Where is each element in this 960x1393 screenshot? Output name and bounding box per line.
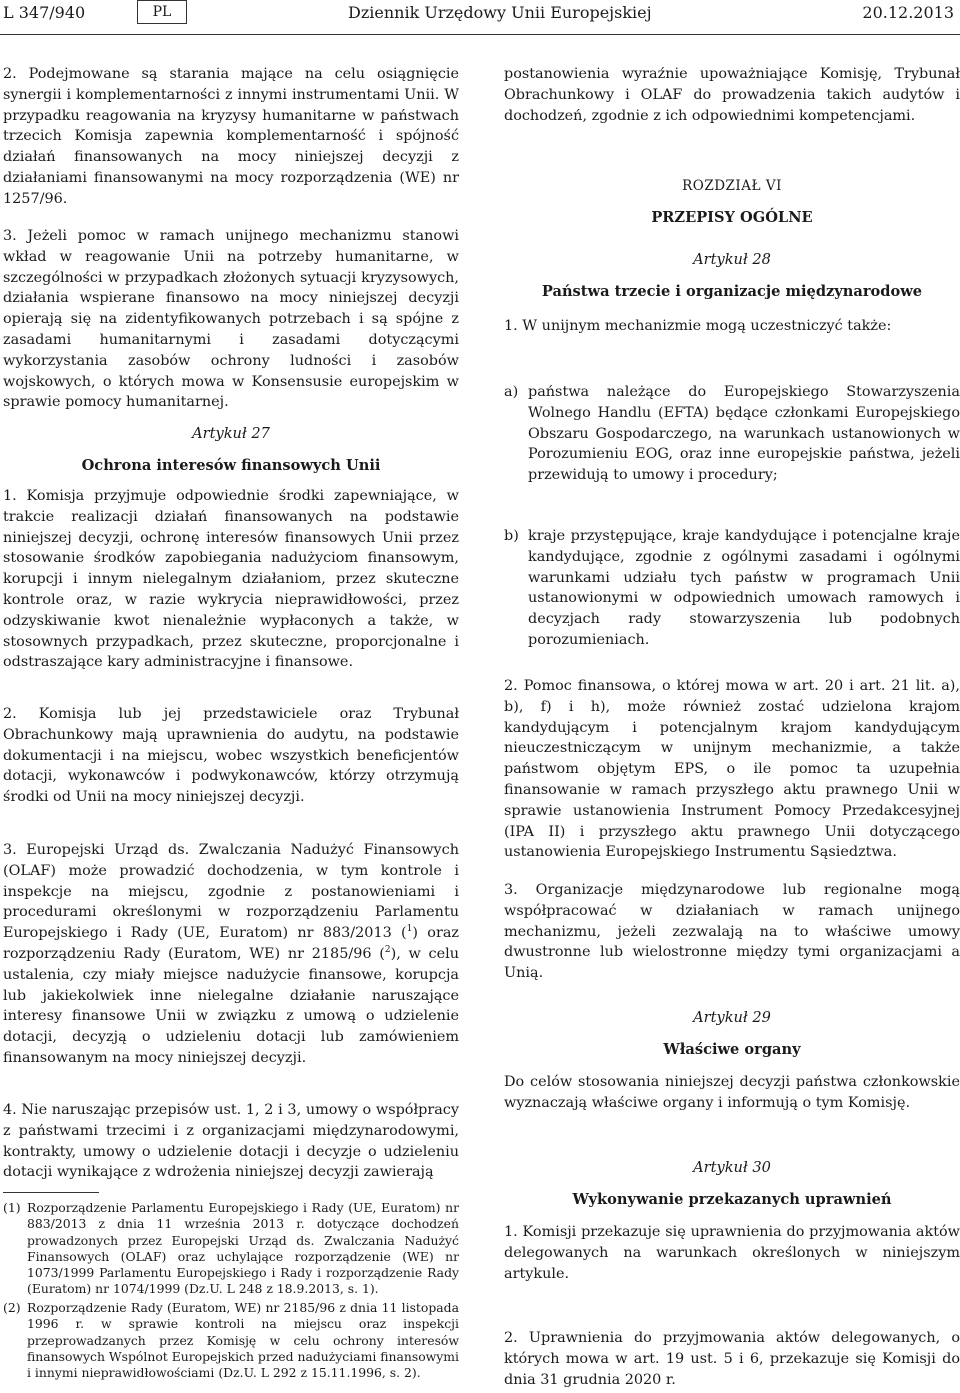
- list-item-a: [504, 382, 960, 486]
- footnote-1: [3, 1200, 459, 1298]
- paragraph-28-3: 3. Organizacje międzynarodowe lub regionalne mogą współpracować w działaniach w ramach unijnego mechanizmu, jeżeli zezwalają na to właściwe umowy dwustronne lub wielostronne między tymi organizacjami a Unią.: [504, 882, 960, 982]
- article-29-title: Właściwe organy: [663, 1041, 801, 1058]
- paragraph-30-2: 2. Uprawnienia do przyjmowania aktów delegowanych, o których mowa w art. 19 ust. 5 i 6, przekazuje się Komisji do dnia 31 grudnia 2020 r.: [504, 1330, 960, 1388]
- footnote-1-text: Rozporządzenie Parlamentu Europejskiego i Rady (UE, Euratom) nr 883/2013 z dnia 11 września 2013 r. dotyczące dochodzeń prowadzonych przez Europejski Urząd ds. Zwalczania Nadużyć Finansowych (OLAF) oraz uchylające rozporządzenie (WE) nr 1073/1999 Parlamentu Europejskiego i Rady i rozporządzenie Rady (Euratom) nr 1074/1999 (Dz.U. L 248 z 18.9.2013, s. 1).: [27, 1200, 459, 1297]
- paragraph-27-4-continued: postanowienia wyraźnie upoważniające Komisję, Trybunał Obrachunkowy i OLAF do prowadzenia takich audytów i dochodzeń, zgodnie z ich odpowiednimi kompetencjami.: [504, 66, 960, 124]
- article-28-label: Artykuł 28: [693, 251, 771, 268]
- list-item-b: [504, 526, 960, 651]
- issue-date: 20.12.2013: [862, 3, 954, 22]
- footnote-2: [3, 1300, 459, 1381]
- paragraph-26-2: 2. Podejmowane są starania mające na celu osiągnięcie synergii i komplementarności z innymi instrumentami Unii. W przypadku reagowania na kryzysy humanitarne w państwach trzecich Komisja zapewnia komplementarność i spójność działań finansowanych na mocy niniejszej decyzji z działaniami finansowanymi na mocy rozporządzenia (WE) nr 1257/96.: [3, 66, 459, 207]
- language-badge: PL: [137, 0, 187, 24]
- list-marker-b: b): [504, 528, 519, 544]
- footnote-1-mark: (1): [3, 1200, 21, 1215]
- article-28-title: Państwa trzecie i organizacje międzynarodowe: [541, 283, 923, 300]
- chapter-label: ROZDZIAŁ VI: [682, 178, 782, 194]
- header-rule: [0, 34, 960, 35]
- chapter-title: PRZEPISY OGÓLNE: [651, 209, 813, 226]
- footnote-ref-2[interactable]: 2: [384, 945, 391, 956]
- footnote-ref-1[interactable]: 1: [406, 924, 413, 935]
- page-header: [0, 0, 960, 32]
- page-number: L 347/940: [3, 3, 86, 22]
- journal-title: Dziennik Urzędowy Unii Europejskiej: [348, 3, 652, 22]
- paragraph-26-3: 3. Jeżeli pomoc w ramach unijnego mechanizmu stanowi wkład w reagowanie Unii na potrzeby humanitarne, w szczególności w przypadkach złożonych sytuacji kryzysowych, działania wspierane finansowo na mocy niniejszej decyzji opierają się na zidentyfikowanych potrzebach i są spójne z zasadami humanitarnymi i zasadami dotyczącymi wykorzystania zasobów ochrony ludności i zasobów wojskowych, o których mowa w Konsensusie europejskim w sprawie pomocy humanitarnej.: [3, 228, 459, 411]
- footnote-2-mark: (2): [3, 1300, 21, 1315]
- paragraph-28-1: 1. W unijnym mechanizmie mogą uczestniczyć także:: [504, 318, 892, 334]
- footnote-2-text: Rozporządzenie Rady (Euratom, WE) nr 2185/96 z dnia 11 listopada 1996 r. w sprawie kontroli na miejscu oraz inspekcji przeprowadzanych przez Komisję w celu ochrony interesów finansowych Wspólnot Europejskich przed nadużyciami finansowymi i innymi nieprawidłowościami (Dz.U. L 292 z 15.11.1996, s. 2).: [27, 1300, 459, 1381]
- paragraph-27-4: 4. Nie naruszając przepisów ust. 1, 2 i 3, umowy o współpracy z państwami trzecimi i z organizacjami międzynarodowymi, kontrakty, umowy o udzielenie dotacji i decyzje o udzieleniu dotacji wynikające z wdrożenia niniejszej decyzji zawierają: [3, 1102, 459, 1181]
- list-marker-a: a): [504, 384, 519, 400]
- paragraph-29: Do celów stosowania niniejszej decyzji państwa członkowskie wyznaczają właściwe organy i informują o tym Komisję.: [504, 1074, 960, 1111]
- paragraph-27-1: 1. Komisja przyjmuje odpowiednie środki zapewniające, w trakcie realizacji działań finansowanych na podstawie niniejszej decyzji, ochronę interesów finansowych Unii przez stosowanie środków zapobiegania nadużyciom finansowym, korupcji i innym nielegalnym działaniom, przez skuteczne kontrole oraz, w razie wykrycia nieprawidłowości, przez odzyskiwanie kwot nienależnie wypłaconych a także, w stosownych przypadkach, przez skuteczne, proporcjonalne i odstraszające kary administracyjne i finansowe.: [3, 488, 459, 671]
- article-30-title: Wykonywanie przekazanych uprawnień: [572, 1191, 892, 1208]
- list-text-b: kraje przystępujące, kraje kandydujące i potencjalne kraje kandydujące, zgodnie z ogólnymi zasadami i ogólnymi warunkami udziału tych państw w programach Unii ustanowionymi w odpowiednich umowach ramowych i decyzjach rady stowarzyszenia lub podobnych porozumieniach.: [528, 528, 960, 648]
- paragraph-27-2: 2. Komisja lub jej przedstawiciele oraz Trybunał Obrachunkowy mają uprawnienia do audytu, na podstawie dokumentacji i na miejscu, wobec wszystkich beneficjentów dotacji, wykonawców i podwykonawców, którzy otrzymują środki od Unii na mocy niniejszej decyzji.: [3, 706, 459, 806]
- paragraph-27-3: 3. Europejski Urząd ds. Zwalczania Nadużyć Finansowych (OLAF) może prowadzić dochodzenia, w tym kontrole i inspekcje na miejscu, zgodnie z postanowieniami i procedurami określonymi w rozporządzeniu Parlamentu Europejskiego i Rady (UE, Euratom) nr 883/2013 ($^1$) oraz rozporządzeniu Rady (Euratom, WE) nr 2185/96 ($^2$), w celu ustalenia, czy miały miejsce nadużycie finansowe, korupcja lub jakiekolwiek inne nielegalne działanie naruszające interesy finansowe Unii w związku z umową o udzielenie dotacji, decyzją o udzieleniu dotacji lub zamówieniem finansowanym na mocy niniejszej decyzji.: [3, 842, 459, 1066]
- article-30-label: Artykuł 30: [693, 1159, 771, 1176]
- article-27-title: Ochrona interesów finansowych Unii: [81, 457, 381, 474]
- list-text-a: państwa należące do Europejskiego Stowarzyszenia Wolnego Handlu (EFTA) będące członkami Europejskiego Obszaru Gospodarczego, na warunkach ustanowionych w Porozumieniu EOG, oraz inne europejskie państwa, jeżeli przewidują to umowy i procedury;: [528, 384, 960, 484]
- article-27-label: Artykuł 27: [192, 425, 270, 442]
- footnote-rule: [3, 1192, 99, 1193]
- paragraph-30-1: 1. Komisji przekazuje się uprawnienia do przyjmowania aktów delegowanych na warunkach określonych w niniejszym artykule.: [504, 1224, 960, 1282]
- paragraph-28-2: 2. Pomoc finansowa, o której mowa w art. 20 i art. 21 lit. a), b), f) i h), może również zostać udzielona krajom kandydującym i potencjalnym krajom kandydującym nieuczestniczącym w unijnym mechanizmie, a także państwom objętym EPS, o ile pomoc ta uzupełnia finansowanie w ramach przyszłego aktu prawnego Unii w sprawie ustanowienia Instrument Pomocy Przedakcesyjnej (IPA II) i przyszłego aktu prawnego Unii dotyczącego ustanowienia Europejskiego Instrumentu Sąsiedztwa.: [504, 678, 960, 861]
- article-29-label: Artykuł 29: [693, 1009, 771, 1026]
